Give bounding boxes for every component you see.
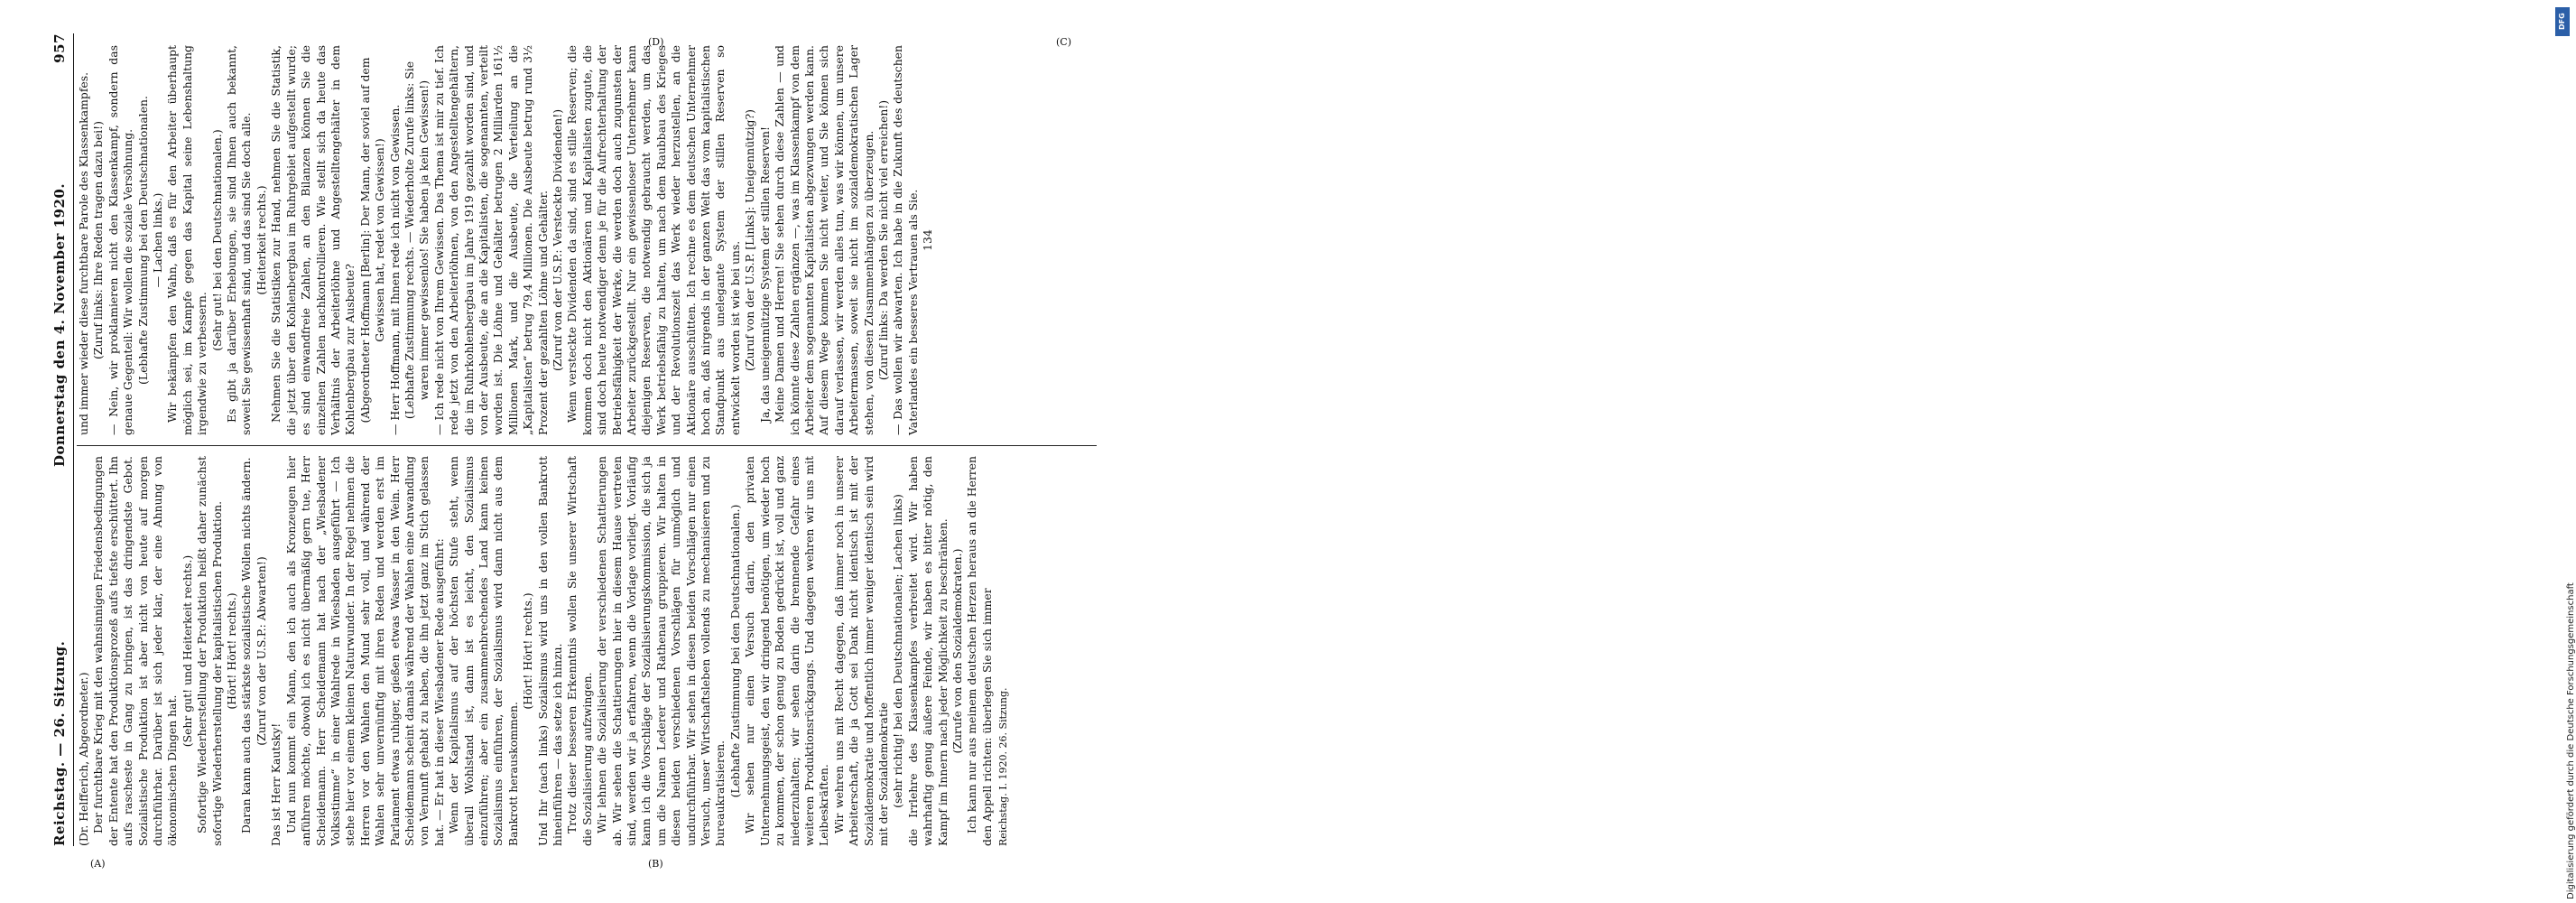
left-paragraph: Trotz dieser besseren Erkenntnis wollen Sie unserer Wirtschaft die Sozialisierung aufzwingen. [565,456,594,846]
left-paragraph: Daran kann auch das stärkste sozialistische Wollen nichts ändern. [239,457,254,833]
marker-c: (C) [1056,36,1071,48]
right-interjection: (Abgeordneter Hoffmann [Berlin]: Der Mann, der soviel auf dem Gewissen hat, redet von Gewissen!) [357,57,387,424]
right-paragraph: Nehmen Sie die Statistiken zur Hand, nehmen Sie die Statistik, die jetzt über den Kohlenbergbau im Ruhrgebiet aufgestellt wurde; es sind einwandfreie Zahlen, an den Bilanzen können Sie die einzelnen Zahlen nachkontrollieren. Wie stellt sich da heute das Verhältnis der Arbeiterlöhne und Angestelltengehälter in dem Kohlenbergbau zur Ausbeute? [269,45,357,435]
header-session: Reichstag. — 26. Sitzung. [51,640,68,846]
header-date: Donnerstag den 4. November 1920. [51,182,68,467]
marker-a: (A) [90,858,106,870]
right-interjection: (Zuruf von der U.S.P. [Links]: Uneigennützig?) [743,109,757,371]
left-paragraph: Wenn der Kapitalismus auf der höchsten Stufe steht, wenn überall Wohlstand ist, dann ist es leicht, den Sozialismus einzuführen; aber ein zusammenbrechendes Land kann keinen Sozialismus einführen, der Sozialismus wird dann nicht aus dem Bankrott herauskommen. [447,456,520,846]
right-interjection: — Lachen links.) [151,192,165,288]
page-number: 957 [51,33,68,63]
rotated-page [51,33,1252,846]
right-paragraph: Meine Damen und Herren! Sie sehen durch diese Zahlen — und ich könnte diese Zahlen ergänzen —, was im Klassenkampf von dem Arbeiter dem sogenannten Kapitalisten abgezwungen werden kann. Auf diesem Wege kommen Sie nicht weiter, und Sie können sich darauf verlassen, wir werden alles tun, was wir können, um unsere Arbeitermassen, soweit sie nicht im sozialdemokratischen Lager stehen, von diesen Zusammenhängen zu überzeugen. [773,45,876,435]
right-interjection: (Heiterkeit rechts.) [254,185,268,295]
right-interjection: (Lebhafte Zustimmung rechts. — Wiederholte Zurufe links: Sie waren immer gewissenlos! Sie haben ja kein Gewissen!) [402,61,431,420]
left-interjection: (Zurufe von den Sozialdemokraten.) [950,548,964,754]
left-paragraph: Wir sehen nur einen Versuch darin, den privaten Unternehmungsgeist, den wir dringend benötigen, um wieder hoch zu kommen, der schon genug zu Boden gedrückt ist, voll und ganz niederzuhalten; wir sehen darin die brennende Gefahr eines weiteren Produktionsrückgangs. Und dagegen wehren wir uns mit Leibeskräften. [743,456,831,846]
footer-note: Reichstag. I. 1920. 26. Sitzung. [997,687,1010,846]
right-interjection: (Lebhafte Zustimmung bei den Deutschnationalen. [135,96,150,385]
right-column [77,45,1097,435]
marker-d: (D) [648,36,664,48]
right-paragraph: Wenn versteckte Dividenden da sind, sind es stille Reserven; die kommen doch nicht den Aktionären und Kapitalisten zugute, die sind doch heute notwendiger denn je für die Aufrechterhaltung der Betriebsfähigkeit der Werke, die werden doch auch zugunsten der Arbeiter zurückgestellt. Nur ein gewissenloser Unternehmer kann diejenigen Reserven, die notwendig gebraucht werden, um das Werk betriebsfähig zu halten, um nach dem Raubbau des Krieges und der Revolutionszeit das Werk wieder herzustellen, an die Aktionäre ausschütten. Ich rechne es dem deutschen Unternehmer hoch an, daß nirgends in der ganzen Welt das vom kapitalistischen Standpunkt aus unelegante System der stillen Reserven so entwickelt worden ist wie bei uns. [565,45,742,435]
right-paragraph: — Das wollen wir abwarten. Ich habe in die Zukunft des deutschen Vaterlandes ein besseres Vertrauen als Sie. [891,45,920,435]
dfg-funding-note: Digitalisierung gefördert durch die Deutsche Forschungsgemeinschaft [2566,582,2576,899]
dfg-stamp [1274,0,2576,903]
right-interjection: (Sehr gut! bei den Deutschnationalen.) [209,129,224,351]
running-header [51,33,73,846]
left-column [77,456,1097,846]
left-interjection: (Zuruf von der U.S.P.: Abwarten!) [254,556,268,746]
right-paragraph: Es gibt ja darüber Erhebungen, sie sind Ihnen auch bekannt, soweit Sie gewissenhaft sind, und das sind Sie doch alle. [225,45,254,435]
right-paragraph: Wir bekämpfen den Wahn, daß es für den Arbeiter überhaupt möglich sei, im Kampfe gegen das Kapital seine Lebenshaltung irgendwie zu verbessern. [165,45,209,435]
dfg-logo: DFG [2555,7,2570,36]
right-interjection: (Zuruf links: Ihre Reden tragen dazu bei!) [91,121,106,359]
left-paragraph: Das ist Herr Kautsky! [269,722,283,846]
right-paragraph: und immer wieder diese furchtbare Parole des Klassenkampfes. [77,71,90,435]
left-interjection: (Hört! Hört! rechts.) [225,592,239,710]
left-interjection: (Hört! Hört! rechts.) [521,592,535,710]
left-paragraph: (Dr. Helfferich, Abgeordneter.) [77,672,90,846]
right-interjection: 134 [921,229,935,251]
left-interjection: (sehr richtig! bei den Deutschnationalen; Lachen links) [891,494,905,808]
right-paragraph: — Herr Hoffmann, mit Ihnen rede ich nicht von Gewissen. [387,104,402,435]
left-paragraph: Sofortige Wiederherstellung der Produktion heißt daher zunächst sofortige Wiederherstellung der kapitalistischen Produktion. [195,456,224,846]
right-paragraph: — Nein, wir proklamieren nicht den Klassenkampf, sondern das genaue Gegenteil: Wir wollen die soziale Versöhnung. [106,45,135,435]
left-paragraph: die Irrlehre des Klassenkampfes verbreitet wird. Wir haben wahrhaftig genug äußere Feinde, wir haben es bitter nötig, den Kampf im Innern nach jeder Möglichkeit zu beschränken. [905,456,950,846]
left-paragraph: Ich kann nur aus meinem deutschen Herzen heraus an die Herren den Appell richten: überlegen Sie sich immer [965,456,994,846]
right-interjection: (Zuruf von der U.S.P.: Versteckte Dividenden!) [551,108,564,372]
left-paragraph: Und nun kommt ein Mann, den ich auch als Kronzeugen hier anführen möchte, obwohl ich es nicht übermäßig gern tue, Herr Scheidemann. Herr Scheidemann hat nach der „Wiesbadener Volksstimme“ in einer Wahlrede in Wiesbaden ausgeführt — Ich stehe hier vor einem kleinen Naturwunder. In der Regel nehmen die Herren vor den Wahlen den Mund sehr voll, und während der Wahlen sehr unvernünftig mit ihren Reden und werden erst im Parlament etwas ruhiger, gießen etwas Wasser in den Wein. Herr Scheidemann scheint damals während der Wahlen eine Anwandlung von Vernunft gehabt zu haben, die ihn jetzt ganz im Stich gelassen hat. — Er hat in dieser Wiesbadener Rede ausgeführt: [283,456,446,846]
marker-b: (B) [648,858,663,870]
left-paragraph: Wir wehren uns mit Recht dagegen, daß immer noch in unserer Arbeiterschaft, die ja Gott sei Dank nicht identisch ist mit der Sozialdemokratie und hoffentlich immer weniger identisch sein wird mit der Sozialdemokratie [831,456,890,846]
right-interjection: (Zuruf links: Da werden Sie nicht viel erreichen!) [876,99,890,381]
right-paragraph: — Ich rede nicht von Ihrem Gewissen. Das Thema ist mir zu tief. Ich rede jetzt von den Arbeiterlöhnen, von den Angestelltengehältern, die im Ruhrkohlenbergbau im Jahre 1919 gezahlt worden sind, und von der Ausbeute, die an die Kapitalisten, die sogenannten, verteilt worden ist. Die Löhne und Gehälter betrugen 2 Milliarden 161½ Millionen Mark, und die Ausbeute, die Verteilung an die „Kapitalisten“ betrug 79,4 Millionen. Die Ausbeute betrug rund 3½ Prozent der gezahlten Löhne und Gehälter. [431,45,550,435]
right-paragraph: Ja, das uneigennützige System der stillen Reserven! [757,126,772,423]
left-paragraph: Der furchtbare Krieg mit den wahnsinnigen Friedensbedingungen der Entente hat den Produktionsprozeß aufs tiefste erschüttert. Ihn aufs rascheste in Gang zu bringen, ist das dringendste Gebot. Sozialistische Produktion ist aber nicht von heute auf morgen durchführbar. Darüber ist sich jeder klar, der eine Ahnung von ökonomischen Dingen hat. [91,456,180,846]
left-interjection: (Sehr gut! und Heiterkeit rechts.) [180,554,194,748]
header-rule [73,33,74,846]
column-divider [77,445,1097,446]
left-paragraph: Und Ihr (nach links) Sozialismus wird uns in den vollen Bankrott hineinführen — das setze ich hinzu. [535,456,564,846]
left-paragraph: Wir lehnen die Sozialisierung der verschiedenen Schattierungen ab. Wir sehen die Schattierungen hier in diesem Hause vertreten sind, werden wir ja erfahren, wenn die Vorlage vorliegt. Vorläufig kann ich die Vorschläge der Sozialisierungskommission, die sich ja um die Namen Lederer und Rathenau gruppieren. Wir halten in diesen beiden verschiedenen Vorschlägen für unmöglich und undurchführbar. Wir sehen in diesen beiden Vorschlägen nur einen Versuch, unser Wirtschaftsleben vollends zu mechanisieren und zu bureaukratisieren. [595,456,727,846]
left-interjection: (Lebhafte Zustimmung bei den Deutschnationalen.) [727,504,742,798]
